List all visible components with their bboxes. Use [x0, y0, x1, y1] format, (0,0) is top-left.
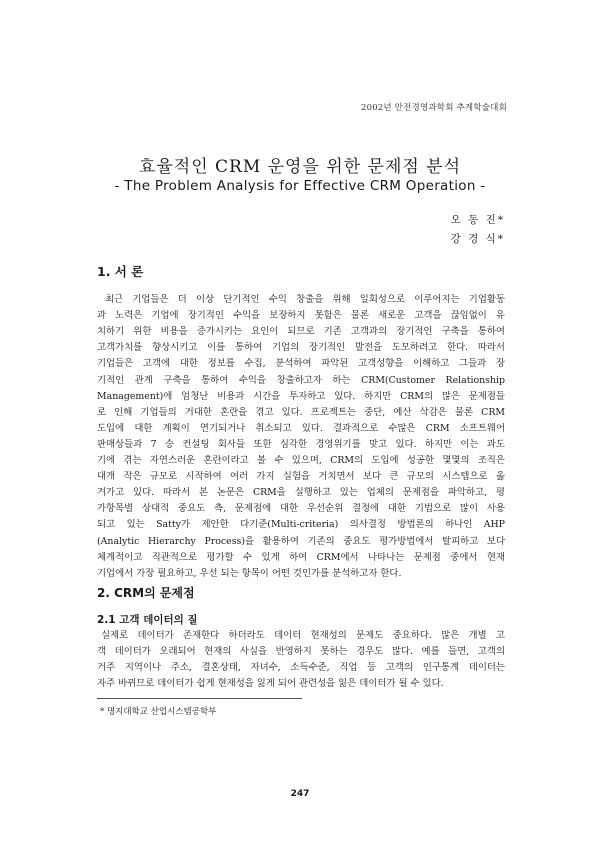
paragraph-line: 대개 작은 규모로 시작하여 여러 가지 실험을 거치면서 보다 큰 규모의 시스템으로 옮 [97, 471, 505, 483]
paragraph-line: Management)에 엄청난 비용과 시간을 투자하고 있다. 하지만 CRM의 많은 문제점들 [97, 390, 505, 402]
subsection-heading-data-quality: 2.1 고객 데이터의 질 [97, 614, 198, 626]
paragraph-line: 과 노력은 기업에 장기적인 수익을 보장하지 못함은 물론 새로운 고객을 끊임없이 유 [97, 310, 505, 322]
author-name: 강 경 식* [450, 233, 505, 245]
paragraph-line: 로 인해 기업들의 거대한 혼란을 겪고 있다. 프로젝트는 중단, 예산 삭감은 물론 CRM [97, 406, 505, 418]
paragraph-line: 자주 바뀌므로 데이터가 쉽게 현재성을 잃게 되어 관련성을 잃은 데이터가 될 수 있다. [97, 678, 444, 689]
running-header: 2002년 안전경영과학회 추계학술대회 [361, 103, 507, 113]
paper-title-korean: 효율적인 CRM 운영을 위한 문제점 분석 [138, 157, 462, 177]
page-number: 247 [290, 789, 310, 799]
paragraph-line: 기업들은 고객에 대한 정보를 수집, 분석하여 파악된 고객성향을 이해하고 그들과 장 [97, 358, 505, 370]
paper-title-english: - The Problem Analysis for Effective CRM Operation - [114, 178, 486, 194]
paragraph-line: 치하기 위한 비용을 증가시키는 요인이 되므로 기존 고객과의 장기적인 구축을 통하여 [97, 326, 505, 338]
paragraph-line: 체계적이고 직관적으로 평가할 수 있게 하여 CRM에서 나타나는 문제점 중에서 현재 [97, 551, 505, 563]
paragraph-line: 겨가고 있다. 따라서 본 논문은 CRM을 실행하고 있는 업체의 문제점을 파악하고, 평 [97, 487, 505, 499]
section-heading-crm-problems: 2. CRM의 문제점 [97, 586, 195, 600]
paragraph-line: 기에 겪는 자연스러운 혼란이라고 볼 수 있으며, CRM의 도입에 성공한 몇몇의 조직은 [97, 455, 505, 466]
author-name: 오 동 진* [450, 214, 505, 226]
paragraph-line: 객 데이터가 오래되어 현재의 사실을 반영하지 못하는 경우도 많다. 예를 들면, 고객의 [97, 646, 505, 657]
footnote-affiliation: * 명지대학교 산업시스템공학부 [100, 707, 217, 717]
paragraph-line: 되고 있는 Satty가 제안한 다기준(Multi-criteria) 의사결정 방법론의 하나인 AHP [97, 519, 505, 531]
paragraph-line: 실제로 데이터가 존재한다 하더라도 데이터 현재성의 문제도 중요하다. 많은 개별 고 [101, 630, 505, 641]
footnote-divider [97, 698, 302, 699]
paragraph-line: 최근 기업들은 더 이상 단기적인 수익 창출을 위해 일회성으로 이루어지는 기업활동 [105, 294, 505, 305]
paragraph-line: 기적인 관계 구축을 통하여 수익을 창출하고자 하는 CRM(Customer Relationship [97, 374, 505, 386]
paragraph-line: (Analytic Hierarchy Process)을 활용하여 기존의 중요도 평가방법에서 탈피하고 보다 [97, 535, 505, 547]
paragraph-line: 도입에 대한 계획이 연기되거나 취소되고 있다. 결과적으로 수많은 CRM 소프트웨어 [97, 422, 505, 434]
section-heading-introduction: 1. 서 론 [97, 264, 144, 279]
paragraph-line: 가항목별 상대적 중요도 측, 문제점에 대한 우선순위 결정에 대한 기법으로 많이 사용 [97, 503, 505, 515]
paragraph-line: 거주 지역이나 주소, 결혼상태, 자녀수, 소득수준, 직업 등 고객의 인구통계 데이터는 [97, 662, 505, 673]
paragraph-line: 기업에서 가장 필요하고, 우선 되는 항목이 어떤 것인가를 분석하고자 한다. [97, 567, 402, 579]
paragraph-line: 고객가치를 향상시키고 이를 통하여 기업의 장기적인 발전을 도모하려고 한다. 따라서 [97, 342, 505, 354]
paragraph-line: 판매상들과 7 승 컨설팅 회사들 또한 심각한 경영위기를 맞고 있다. 하지만 이는 과도 [97, 438, 505, 450]
